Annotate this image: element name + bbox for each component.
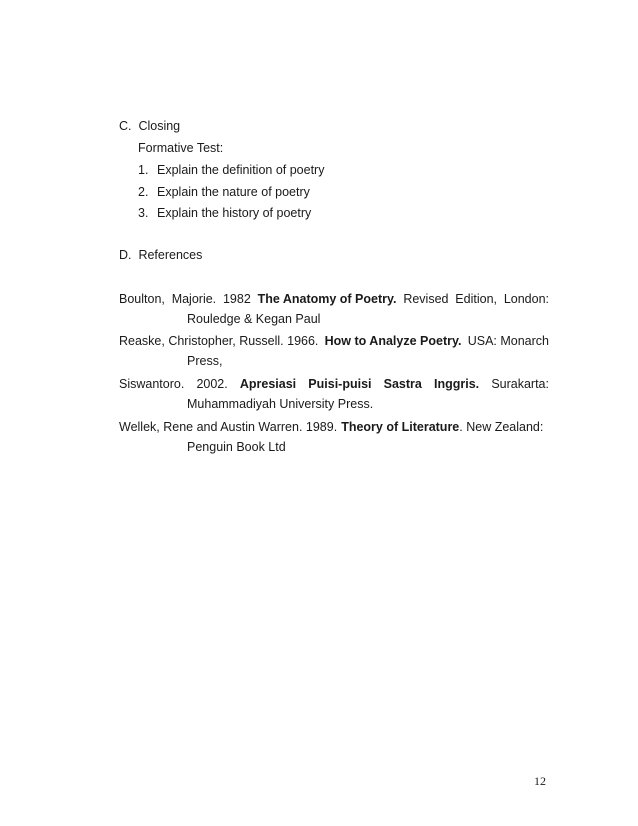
list-item-text: Explain the history of poetry	[157, 206, 312, 220]
reference-entry-siswantoro	[119, 376, 549, 416]
formative-test-label: Formative Test:	[138, 141, 224, 155]
reference-word: Surakarta:	[491, 377, 549, 391]
reference-book-title-word: Puisi-puisi	[308, 377, 372, 391]
reference-word: London:	[503, 292, 549, 306]
list-item-text: Explain the nature of poetry	[157, 184, 310, 199]
reference-word: USA: Monarch	[467, 334, 549, 348]
reference-book-title: Theory of Literature	[341, 420, 460, 434]
reference-word: 1982	[222, 292, 251, 306]
reference-word: 2002.	[196, 377, 228, 391]
reference-word: Majorie.	[171, 292, 217, 306]
list-item-number: 2.	[138, 184, 149, 199]
reference-first-line	[119, 333, 549, 353]
section-heading-closing: C. Closing	[119, 119, 181, 133]
list-item-text: Explain the definition of poetry	[157, 163, 325, 177]
list-item	[138, 162, 324, 184]
reference-word: Wellek, Rene and Austin Warren. 1989.	[119, 420, 338, 434]
reference-book-title-word: Apresiasi	[239, 377, 297, 391]
section-heading-references: D. References	[119, 248, 203, 262]
reference-word: Siswantoro.	[119, 377, 185, 391]
reference-entry-wellek	[119, 419, 549, 459]
reference-word: . New Zealand:	[459, 420, 544, 434]
reference-word: Revised	[403, 292, 449, 306]
reference-book-title-word: Inggris.	[434, 377, 480, 391]
reference-continuation: Rouledge & Kegan Paul	[187, 312, 321, 326]
reference-first-line	[119, 419, 549, 439]
reference-word: Boulton,	[119, 292, 165, 306]
reference-book-title: The Anatomy of Poetry.	[257, 292, 397, 306]
reference-continuation: Penguin Book Ltd	[187, 440, 286, 454]
list-item-number: 1.	[138, 163, 149, 177]
reference-first-line	[119, 376, 549, 396]
formative-test-list	[138, 162, 324, 227]
list-item	[138, 205, 324, 227]
reference-book-title-word: Sastra	[383, 377, 422, 391]
reference-entry-boulton	[119, 291, 549, 331]
reference-continuation: Press,	[187, 354, 223, 368]
reference-first-line	[119, 291, 549, 311]
reference-book-title: How to Analyze Poetry.	[324, 334, 462, 348]
reference-entry-reaske	[119, 333, 549, 373]
reference-continuation: Muhammadiyah University Press.	[187, 397, 374, 411]
reference-word: Reaske, Christopher, Russell. 1966.	[119, 334, 319, 348]
list-item	[138, 184, 324, 206]
list-item-number: 3.	[138, 206, 149, 220]
page-number: 12	[534, 774, 546, 788]
reference-word: Edition,	[455, 292, 497, 306]
